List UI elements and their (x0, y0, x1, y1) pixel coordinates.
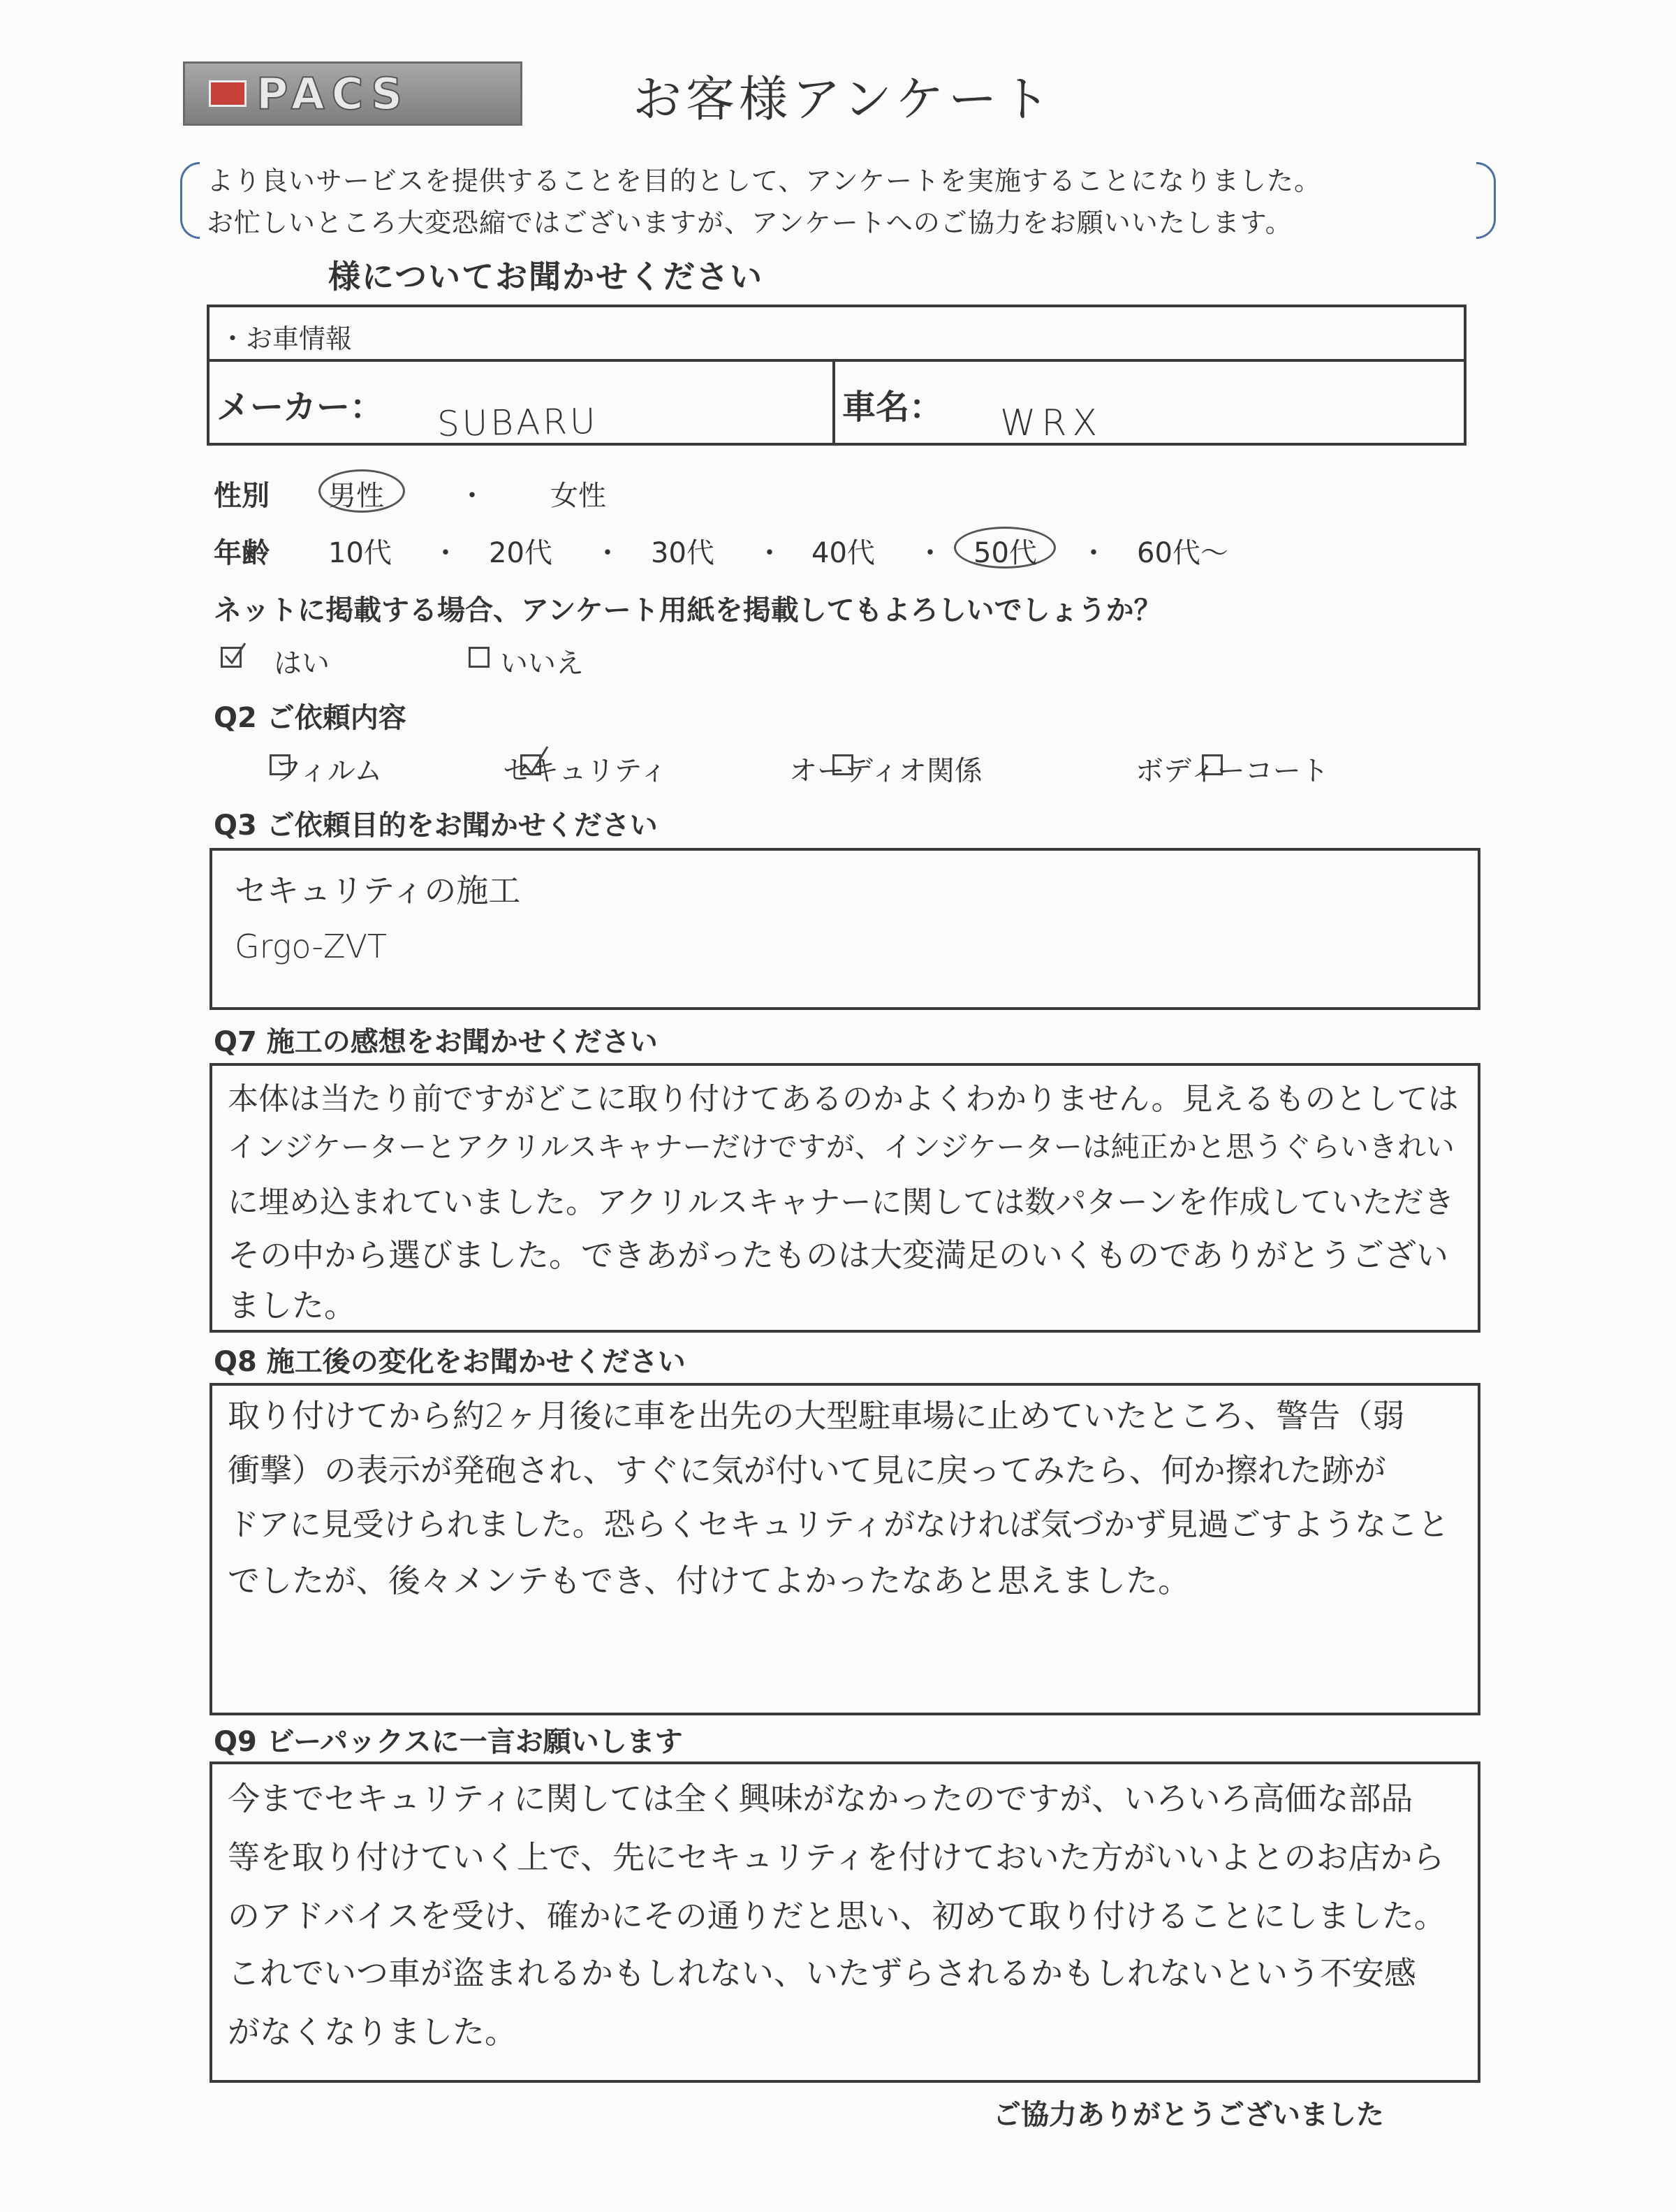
intro-line-1: より良いサービスを提供することを目的として、アンケートを実施することになりました。 (207, 166, 1321, 196)
age-separator: ・ (756, 537, 784, 569)
q3-answer-line: セキュリティの施工 (235, 872, 521, 909)
page-title: お客様アンケート (633, 71, 1054, 128)
q2-bodycoat-label: ボディーコート (1135, 755, 1329, 787)
q9-answer-line: のアドバイスを受け、確かにその通りだと思い、初めて取り付けることにしました。 (228, 1897, 1446, 1935)
q7-answer-line: に埋め込まれていました。アクリルスキャナーに関しては数パターンを作成していただき (228, 1185, 1455, 1220)
left-bracket-icon (180, 162, 200, 239)
age-label: 年齢 (214, 537, 270, 569)
intro-line-2: お忙しいところ大変恐縮ではございますが、アンケートへのご協力をお願いいたします。 (207, 207, 1293, 238)
thanks-message: ご協力ありがとうございました (993, 2099, 1384, 2131)
publish-question: ネットに掲載する場合、アンケート用紙を掲載してもよろしいでしょうか？ (214, 594, 1162, 627)
car-info-vertical-divider (832, 359, 835, 446)
q8-heading: Q8 施工後の変化をお聞かせください (214, 1346, 686, 1378)
age-option-50s[interactable]: 50代 (973, 537, 1037, 569)
publish-no-label: いいえ (500, 647, 584, 680)
gender-separator: ・ (458, 480, 486, 512)
q9-answer-line: 等を取り付けていく上で、先にセキュリティを付けておいた方がいいよとのお店から (228, 1838, 1445, 1876)
gender-option-male[interactable]: 男性 (328, 480, 384, 512)
age-option-30s[interactable]: 30代 (651, 537, 714, 569)
age-option-10s[interactable]: 10代 (328, 537, 392, 569)
q7-answer-line: インジケーターとアクリルスキャナーだけですが、インジケーターは純正かと思うぐらいきれい (228, 1130, 1455, 1164)
age-separator: ・ (594, 537, 622, 569)
q8-answer-line: 衝撃）の表示が発砲され、すぐに気が付いて見に戻ってみたら、何か擦れた跡が (228, 1451, 1386, 1489)
age-option-20s[interactable]: 20代 (489, 537, 552, 569)
q7-answer-line: その中から選びました。できあがったものは大変満足のいくものでありがとうござい (228, 1236, 1448, 1274)
customer-heading: 様についてお聞かせください (328, 258, 764, 295)
q2-security-label: セキュリティ (503, 755, 668, 787)
q9-answer-line: これでいつ車が盗まれるかもしれない、いたずらされるかもしれないという不安感 (228, 1954, 1416, 1992)
q8-answer-line: ドアに見受けられました。恐らくセキュリティがなければ気づかず見過ごすようなこと (228, 1506, 1450, 1543)
q2-audio-label: オーディオ関係 (789, 755, 983, 787)
maker-value[interactable]: SUBARU (436, 400, 599, 445)
car-info-box (207, 305, 1466, 446)
car-name-label: 車名： (842, 388, 943, 427)
q2-heading: Q2 ご依頼内容 (214, 702, 406, 734)
age-option-40s[interactable]: 40代 (811, 537, 875, 569)
publish-yes-checkbox[interactable] (221, 647, 242, 668)
q7-answer-line: ました。 (228, 1287, 356, 1324)
pacs-logo (183, 61, 522, 126)
q8-answer-line: でしたが、後々メンテもでき、付けてよかったなあと思えました。 (228, 1562, 1191, 1599)
q9-heading: Q9 ビーパックスに一言お願いします (214, 1726, 683, 1758)
car-info-label: ・お車情報 (219, 323, 353, 354)
q7-answer-line: 本体は当たり前ですがどこに取り付けてあるのかよくわかりません。見えるものとしては (228, 1081, 1459, 1117)
q2-film-label: フィルム (274, 755, 383, 787)
q9-answer-line: 今までセキュリティに関しては全く興味がなかったのですが、いろいろ高価な部品 (228, 1780, 1413, 1817)
car-name-value[interactable]: WRX (1000, 402, 1103, 444)
gender-label: 性別 (214, 480, 270, 512)
age-separator: ・ (432, 537, 460, 569)
q3-answer-line: Grgo-ZVT (235, 928, 388, 965)
age-separator: ・ (1080, 537, 1108, 569)
q9-answer-line: がなくなりました。 (228, 2013, 517, 2051)
right-bracket-icon (1476, 162, 1496, 239)
publish-no-checkbox[interactable] (469, 647, 490, 668)
age-option-60s[interactable]: 60代〜 (1137, 537, 1228, 569)
q8-answer-line: 取り付けてから約2ヶ月後に車を出先の大型駐車場に止めていたところ、警告（弱 (228, 1397, 1405, 1435)
age-separator: ・ (916, 537, 944, 569)
q3-heading: Q3 ご依頼目的をお聞かせください (214, 810, 658, 842)
q7-heading: Q7 施工の感想をお聞かせください (214, 1026, 658, 1058)
gender-option-female[interactable]: 女性 (550, 480, 606, 512)
logo-mark-icon (209, 80, 247, 107)
car-info-divider (207, 359, 1466, 362)
publish-yes-label: はい (274, 647, 330, 680)
check-icon (221, 642, 249, 670)
maker-label: メーカー： (216, 388, 384, 427)
logo-text: PACS (256, 68, 410, 119)
